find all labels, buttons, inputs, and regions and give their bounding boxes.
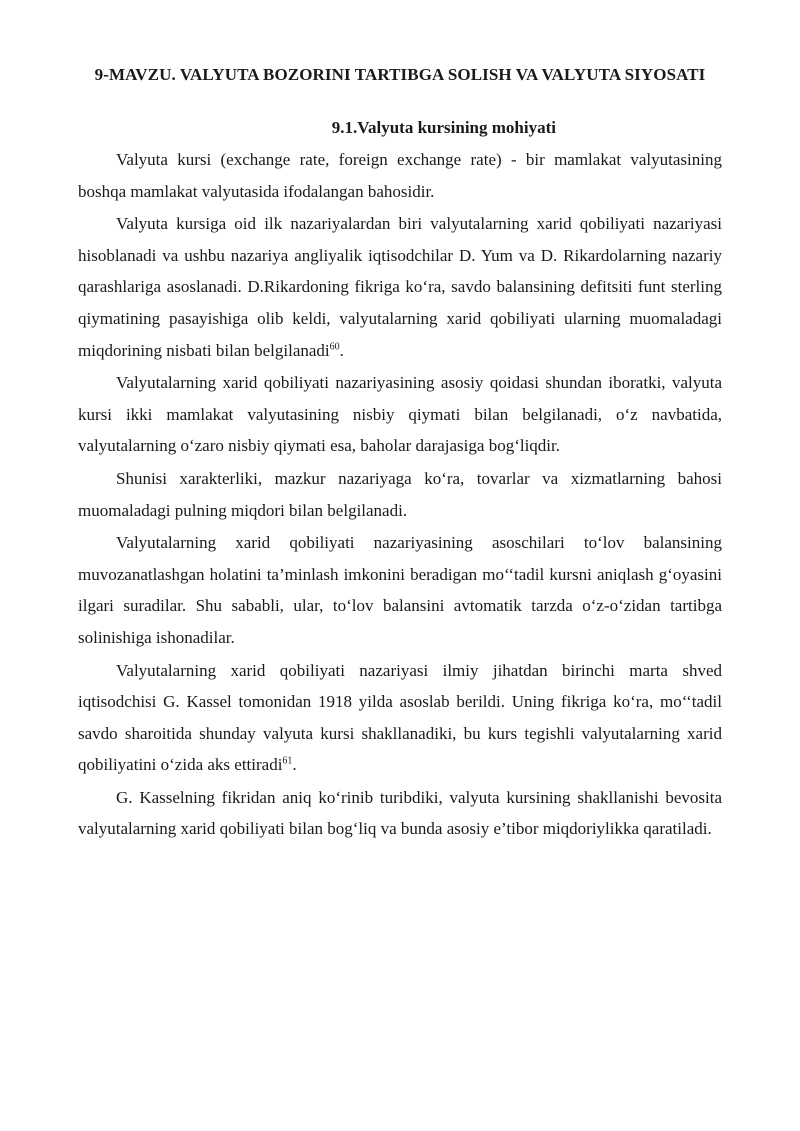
document-page: [78, 60, 722, 845]
paragraph-text: Valyutalarning xarid qobiliyati nazariyasining asoschilari to‘lov balansining muvozanatlashgan holatini ta’minlash imkonini beradigan mo‘‘tadil kursni aniqlash g‘oyasini ilgari suradilar. Shu sababli, ular, to‘lov balansini avtomatik tarzda o‘z-o‘zidan tartibga solinishiga ishonadilar.: [78, 533, 722, 647]
footnote-ref[interactable]: 60: [329, 340, 340, 352]
paragraph-text: Valyutalarning xarid qobiliyati nazariyasi ilmiy jihatdan birinchi marta shved iqtisodchisi G. Kassel tomonidan 1918 yilda asoslab berildi. Uning fikriga ko‘ra, mo‘‘tadil savdo sharoitida shunday valyuta kursi shakllanadiki, bu kurs tegishli valyutalarning xarid qobiliyatini o‘zida aks ettiradi: [78, 660, 722, 775]
paragraph-text: Valyutalarning xarid qobiliyati nazariyasining asosiy qoidasi shundan iboratki, valyuta kursi ikki mamlakat valyutasining nisbiy qiymati bilan belgilanadi, o‘z navbatida, valyutalarning o‘zaro nisbiy qiymati esa, baholar darajasiga bog‘liqdir.: [78, 373, 722, 456]
paragraph-end: .: [339, 340, 344, 360]
paragraph-text: Valyuta kursi (exchange rate, foreign exchange rate) - bir mamlakat valyutasining boshqa mamlakat valyutasida ifodalangan bahosidir.: [78, 150, 722, 201]
paragraph-text: Valyuta kursiga oid ilk nazariyalardan biri valyutalarning xarid qobiliyati nazariyasi hisoblanadi va ushbu nazariya angliyalik iqtisodchilar D. Yum va D. Rikardolarning nazariy qarashlariga asoslanadi. D.Rikardoning fikriga ko‘ra, savdo balansining defitsiti funt sterling qiymatining pasayishiga olib keldi, valyutalarning xarid qobiliyati ularning muomaladagi miqdorining nisbati bilan belgilanadi: [78, 214, 722, 360]
paragraph: [78, 463, 722, 526]
section-heading: 9.1.Valyuta kursining mohiyati: [331, 118, 556, 137]
footnote-ref[interactable]: 61: [282, 755, 293, 767]
paragraph: [78, 782, 722, 845]
paragraph-text: G. Kasselning fikridan aniq ko‘rinib turibdiki, valyuta kursining shakllanishi bevosita valyutalarning xarid qobiliyati bilan bog‘liq va bunda asosiy e’tibor miqdoriylikka qaratiladi.: [78, 787, 722, 839]
paragraph: [78, 527, 722, 653]
paragraph: [78, 208, 722, 366]
chapter-title: 9-MAVZU. VALYUTA BOZORINI TARTIBGA SOLISH VA VALYUTA SIYOSATI: [94, 65, 706, 84]
paragraph: [78, 655, 722, 781]
paragraph-text: Shunisi xarakterliki, mazkur nazariyaga ko‘ra, tovarlar va xizmatlarning bahosi muomaladagi pulning miqdori bilan belgilanadi.: [78, 468, 722, 520]
paragraph-end: .: [292, 755, 297, 775]
paragraph: [78, 367, 722, 462]
paragraph: [78, 144, 722, 207]
